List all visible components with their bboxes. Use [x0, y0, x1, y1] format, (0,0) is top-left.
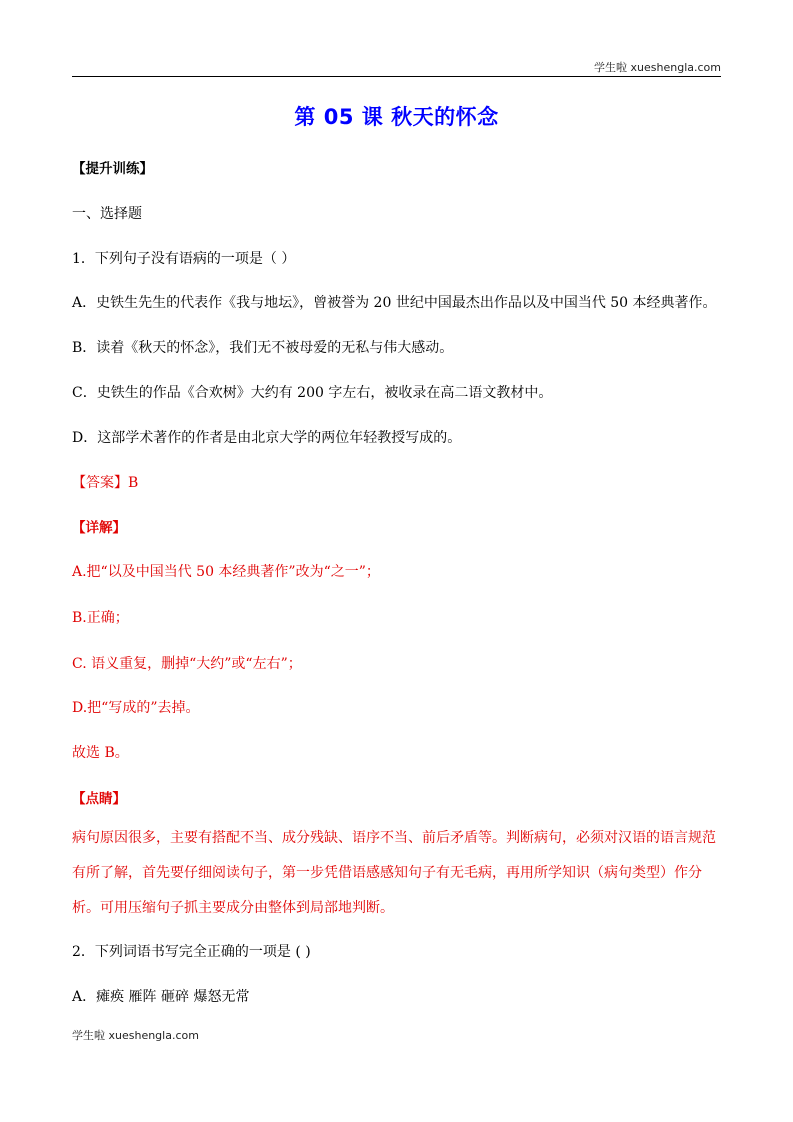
header-site-name: 学生啦 xueshengla.com: [594, 61, 721, 74]
page-title: 第 05 课 秋天的怀念: [294, 105, 499, 129]
explanation-conclusion: 故选 B。: [72, 745, 129, 761]
answer-label: 【答案】B: [72, 475, 139, 491]
explanation-b: B.正确；: [72, 610, 129, 626]
part-heading: 一、选择题: [72, 206, 142, 222]
explanation-c: C. 语义重复，删掉“大约”或“左右”；: [72, 656, 302, 672]
footer-site-name: 学生啦 xueshengla.com: [72, 1029, 199, 1042]
question-1-stem: 1．下列句子没有语病的一项是（ ）: [72, 251, 296, 267]
point-label: 【点睛】: [72, 791, 126, 807]
question-1-option-a: A．史铁生先生的代表作《我与地坛》，曾被誉为 20 世纪中国最杰出作品以及中国当代 50 本经典著作。: [72, 295, 717, 311]
section-label: 【提升训练】: [72, 161, 153, 177]
explanation-d: D.把“写成的”去掉。: [72, 700, 200, 716]
question-1-option-d: D．这部学术著作的作者是由北京大学的两位年轻教授写成的。: [72, 430, 462, 446]
header-divider: [72, 76, 721, 77]
question-1-option-b: B．读着《秋天的怀念》，我们无不被母爱的无私与伟大感动。: [72, 340, 454, 356]
point-paragraph: 病句原因很多，主要有搭配不当、成分残缺、语序不当、前后矛盾等。判断病句，必须对汉语的语言规范有所了解，首先要仔细阅读句子，第一步凭借语感感知句子有无毛病，再用所学知识（病句类型）作分析。可用压缩句子抓主要成分由整体到局部地判断。: [72, 830, 716, 916]
question-1-option-c: C．史铁生的作品《合欢树》大约有 200 字左右，被收录在高二语文教材中。: [72, 385, 553, 401]
question-2-option-a: A．瘫痪 雁阵 砸碎 爆怒无常: [72, 989, 250, 1005]
question-2-stem: 2．下列词语书写完全正确的一项是 ( ): [72, 944, 311, 960]
explanation-label: 【详解】: [72, 520, 126, 536]
explanation-a: A.把“以及中国当代 50 本经典著作”改为“之一”；: [72, 564, 380, 580]
